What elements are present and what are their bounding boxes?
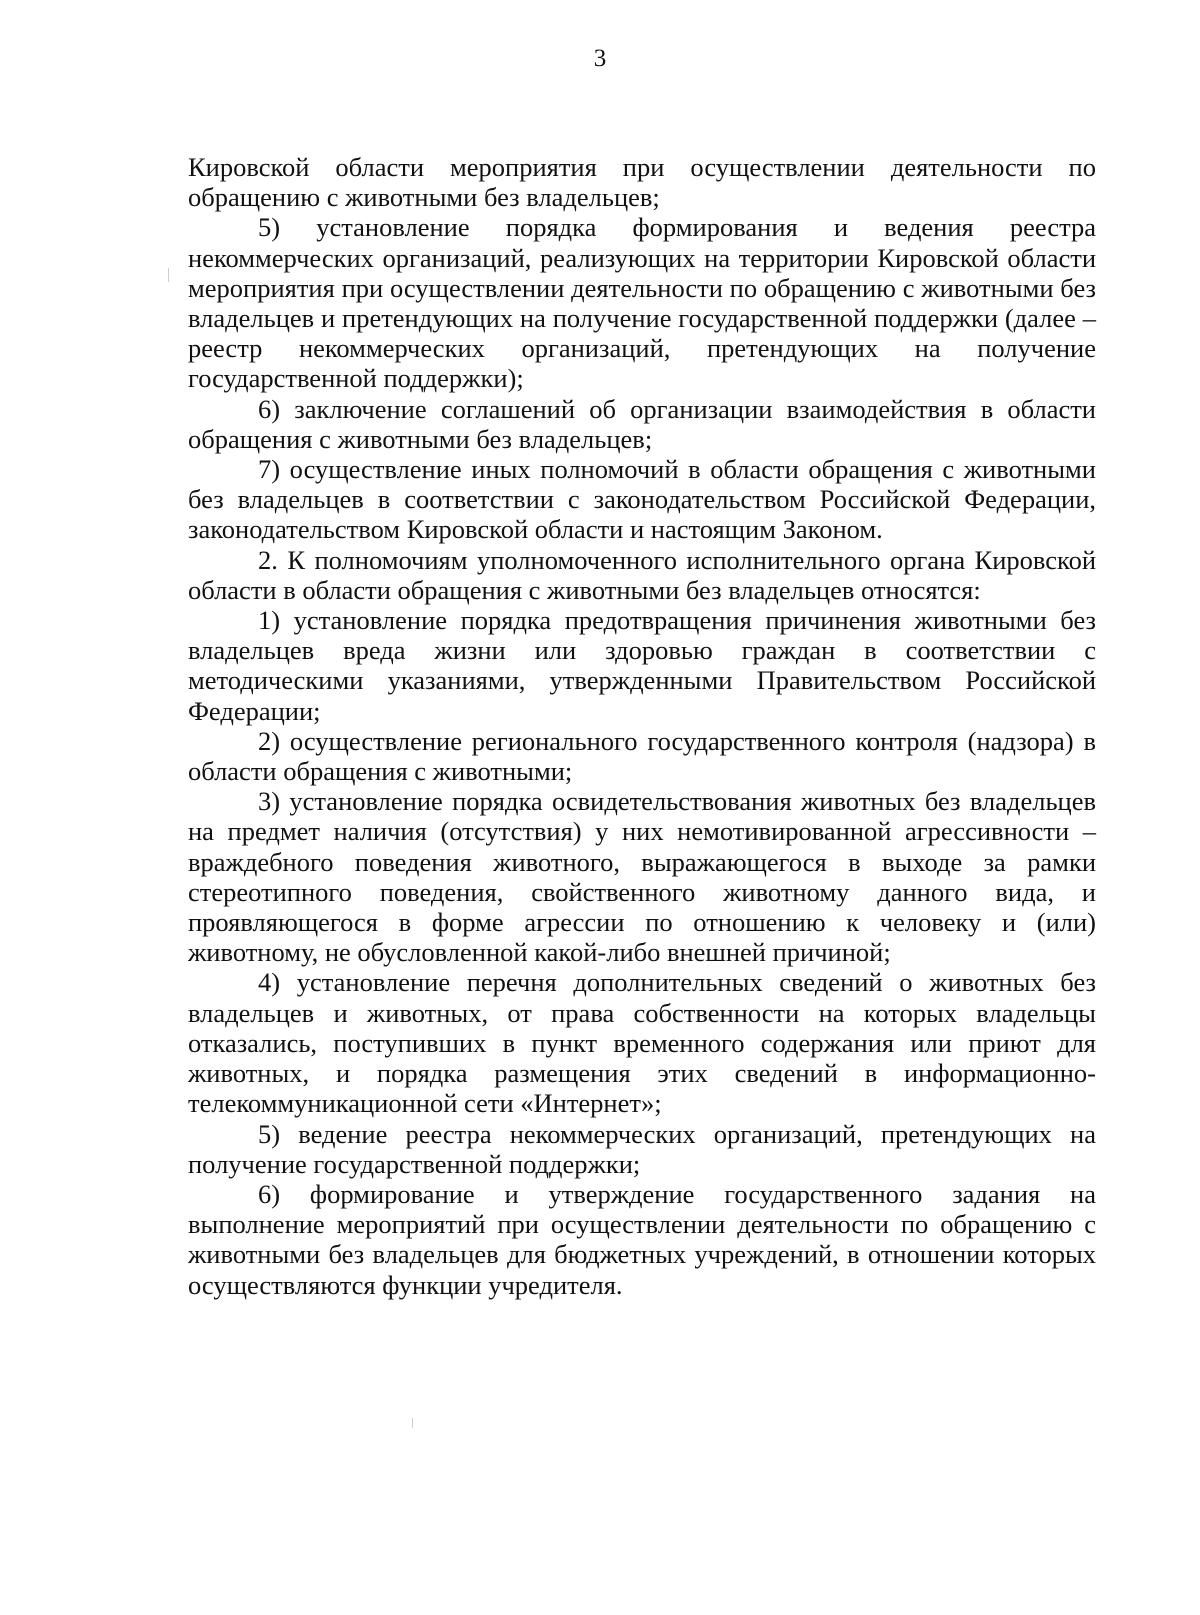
paragraph-item-5-registry: 5) установление порядка формирования и ведения реестра некоммерческих организаций, реализующих на территории Кировской области мероприятия при осуществлении деятельности по обращению с животными без владельцев и претендующих на получение государственной поддержки (далее – реестр некоммерческих организаций, претендующих на получение государственной поддержки); bbox=[188, 212, 1096, 394]
paragraph-item-6-agreements: 6) заключение соглашений об организации взаимодействия в области обращения с животными без владельцев; bbox=[188, 393, 1096, 454]
scan-artifact-bottom bbox=[412, 1418, 413, 1428]
paragraph-item-5-registry-keeping: 5) ведение реестра некоммерческих организаций, претендующих на получение государственной поддержки; bbox=[188, 1118, 1096, 1179]
paragraph-item-4-information: 4) установление перечня дополнительных сведений о животных без владельцев и животных, от права собственности на которых владельцы отказались, поступивших в пункт временного содержания или приют для животных, и порядка размещения этих сведений в информационно-телекоммуникационной сети «Интернет»; bbox=[188, 967, 1096, 1119]
paragraph-item-7-other-powers: 7) осуществление иных полномочий в области обращения с животными без владельцев в соответствии с законодательством Российской Федерации, законодательством Кировской области и настоящим Законом. bbox=[188, 454, 1096, 545]
paragraph-item-6-state-assignment: 6) формирование и утверждение государственного задания на выполнение мероприятий при осуществлении деятельности по обращению с животными без владельцев для бюджетных учреждений, в отношении которых осуществляются функции учредителя. bbox=[188, 1178, 1096, 1300]
scan-artifact-left bbox=[168, 268, 169, 282]
paragraph-section-2-header: 2. К полномочиям уполномоченного исполнительного органа Кировской области в области обращения с животными без владельцев относятся: bbox=[188, 544, 1096, 605]
paragraph-continuation: Кировской области мероприятия при осуществлении деятельности по обращению с животными без владельцев; bbox=[188, 152, 1096, 213]
paragraph-item-3-examination: 3) установление порядка освидетельствования животных без владельцев на предмет наличия (отсутствия) у них немотивированной агрессивности – враждебного поведения животного, выражающегося в выходе за рамки стереотипного поведения, свойственного животному данного вида, и проявляющегося в форме агрессии по отношению к человеку и (или) животному, не обусловленной какой-либо внешней причиной; bbox=[188, 786, 1096, 968]
paragraph-item-2-control: 2) осуществление регионального государственного контроля (надзора) в области обращения с животными; bbox=[188, 725, 1096, 787]
page-number: 3 bbox=[593, 45, 607, 72]
paragraph-item-1-prevention: 1) установление порядка предотвращения причинения животными без владельцев вреда жизни или здоровью граждан в соответствии с методическими указаниями, утвержденными Правительством Российской Федерации; bbox=[188, 605, 1096, 726]
document-body bbox=[188, 152, 1096, 1300]
